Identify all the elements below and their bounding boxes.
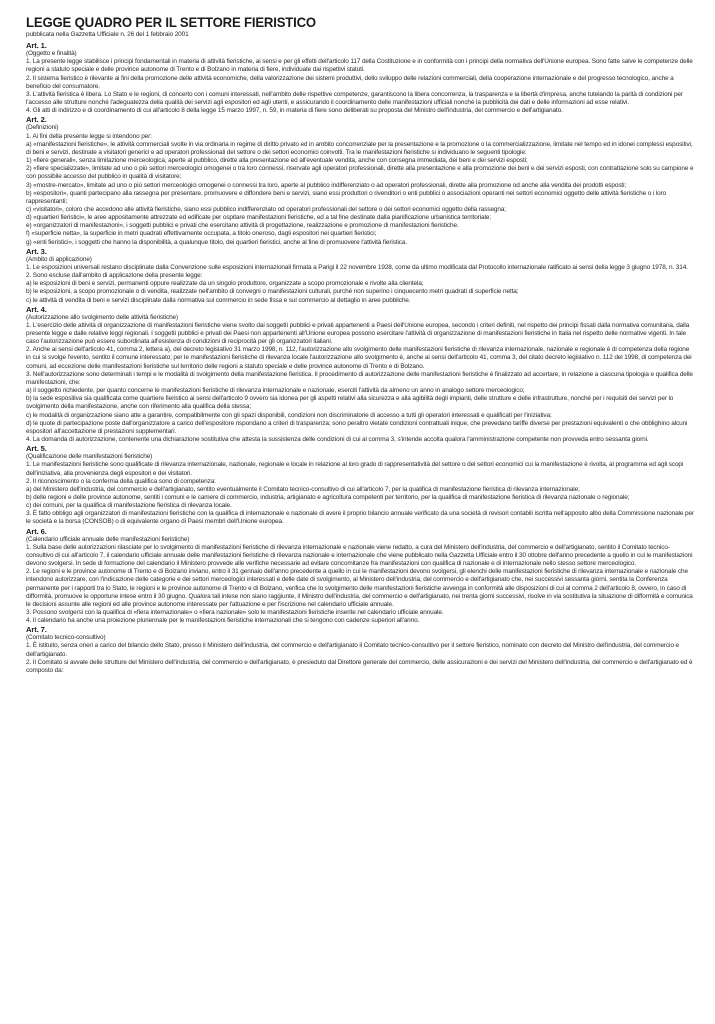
article-heading: Art. 6. bbox=[26, 526, 47, 536]
article-paragraph: 2. Il riconoscimento o la conferma della qualifica sono di competenza: bbox=[26, 477, 216, 485]
article-subtitle: (Definizioni) bbox=[26, 124, 59, 132]
article-paragraph: b) la sede espositiva sia qualificata come quartiere fieristico ai sensi dell'articolo 9 ovvero sia idonea per gli aspetti relativi alla sicurezza e alla agibilità degli impianti, delle strutture e delle infrastrutture, nonché per i requisiti dei servizi per lo svolgimento della manifestazione, anche con riferimento alla qualifica della stessa; bbox=[26, 395, 674, 411]
article-paragraph: 1. L'esercizio delle attività di organizzazione di manifestazioni fieristiche viene svolto dai soggetti pubblici e privati appartenenti a Paesi dell'Unione europea, secondo i criteri definiti, nel rispetto dei principi fissati dalla normativa comunitaria, dalla presente legge e dalle relative leggi regionali. I soggetti pubblici e privati dei Paesi non appartenenti all'Unione europea possono esercitare l'attività di organizzazione di manifestazioni fieristiche in Italia nel rispetto delle normative vigenti. In tale caso l'autorizzazione può essere subordinata all'esistenza di condizioni di reciprocità per gli organizzatori italiani. bbox=[26, 321, 690, 346]
article-paragraph: 4. La domanda di autorizzazione, contenente una dichiarazione sostitutiva che attesta la sussistenza delle condizioni di cui al comma 3, s'intende accolta qualora l'amministrazione competente non provveda entro sessanta giorni. bbox=[26, 436, 649, 444]
article-paragraph: b) «espositori», quanti partecipano alla rassegna per presentare, promuovere e diffondere beni e servizi, siano essi produttori o rivenditori o enti pubblici o associazioni operanti nei settori economici oggetto delle attività fieristiche o i loro rappresentanti; bbox=[26, 189, 667, 205]
article-paragraph: f) «superficie netta», la superficie in metri quadrati effettivamente occupata, a titolo oneroso, dagli espositori nei quartieri fieristici; bbox=[26, 230, 377, 238]
article-paragraph: b) delle regioni e delle province autonome, sentiti i comuni e le camere di commercio, industria, artigianato e agricoltura competenti per territorio, per la qualifica di manifestazione fieristica di rilevanza nazionale o regionale; bbox=[26, 493, 630, 501]
article-paragraph: 4. Il calendario ha anche una proiezione pluriennale per le manifestazioni fieristiche internazionali che si tengono con cadenze superiori all'anno. bbox=[26, 617, 420, 625]
article-section bbox=[26, 247, 695, 305]
article-paragraph: 1. Le esposizioni universali restano disciplinate dalla Convenzione sulle esposizioni internazionali firmata a Parigi il 22 novembre 1928, come da ultimo modificata dal Protocollo internazionale ratificato ai sensi della legge 3 giugno 1978, n. 314. bbox=[26, 263, 688, 271]
article-paragraph: a) «manifestazioni fieristiche», le attività commerciali svolte in via ordinaria in regime di diritto privato ed in ambito concorrenziale per la presentazione e la promozione o la commercializzazione, limitate nel tempo ed in idonei complessi espositivi, di beni e servizi, destinate a visitatori generici e ad operatori professionali del settore o dei settori economici coinvolti. Tra le manifestazioni fieristiche si individuano le seguenti tipologie: bbox=[26, 140, 693, 156]
article-heading: Art. 2. bbox=[26, 115, 47, 125]
article-subtitle: (Autorizzazione allo svolgimento delle attività fieristiche) bbox=[26, 313, 179, 321]
articles-container bbox=[26, 41, 695, 675]
article-subtitle: (Calendario ufficiale annuale delle manifestazioni fieristiche) bbox=[26, 535, 190, 543]
document-subtitle: pubblicata nella Gazzetta Ufficiale n. 26 del 1 febbraio 2001 bbox=[26, 31, 189, 38]
article-paragraph: 1) «fiere generali», senza limitazione merceologica, aperte al pubblico, dirette alla presentazione ed all'eventuale vendita, anche con consegna immediata, dei beni e dei servizi esposti; bbox=[26, 157, 528, 165]
article-paragraph: 3. L'attività fieristica è libera. Lo Stato e le regioni, di concerto con i comuni interessati, nell'ambito delle rispettive competenze, garantiscono la libera concorrenza, la trasparenza e la libertà d'impresa, anche tutelando la parità di condizioni per l'accesso alle strutture nonché l'adeguatezza della qualità dei servizi agli espositori ed agli utenti, e assicurando il coordinamento delle manifestazioni ufficiali nonché la pubblicità dei dati e delle informazioni ad esse relativi. bbox=[26, 90, 683, 107]
article-paragraph: 1. È istituito, senza oneri a carico del bilancio dello Stato, presso il Ministero dell'industria, del commercio e dell'artigianato il Comitato tecnico-consultivo per il settore fieristico, nominato con decreto del Ministro dell'industria, del commercio e dell'artigianato. bbox=[26, 642, 679, 658]
article-paragraph: 2. Anche ai sensi dell'articolo 41, comma 2, lettera a), del decreto legislativo 31 marzo 1998, n. 112, l'autorizzazione allo svolgimento delle manifestazioni fieristiche di rilevanza internazionale, nazionale e regionale è di competenza della regione in cui si svolge l'evento, sentito il comune interessato; per le manifestazioni fieristiche di rilevanza locale l'autorizzazione allo svolgimento è, anche ai sensi dell'articolo 41, comma 3, del citato decreto legislativo n. 112 del 1998, di competenza dei comuni, ad eccezione delle manifestazioni fieristiche sul territorio delle regioni a statuto speciale e delle province autonome di Trento e di Bolzano. bbox=[26, 346, 692, 370]
article-section bbox=[26, 305, 695, 445]
article-paragraph: 1. Ai fini della presente legge si intendono per: bbox=[26, 132, 152, 140]
article-section bbox=[26, 115, 695, 246]
article-paragraph: a) il soggetto richiedente, per quanto concerne le manifestazioni fieristiche di rilevanza internazionale e nazionale, eserciti l'attività da almeno un anno in analogo settore merceologico; bbox=[26, 387, 525, 395]
article-section bbox=[26, 444, 695, 526]
article-heading: Art. 3. bbox=[26, 246, 47, 256]
article-paragraph: 3) «mostre-mercato», limitate ad uno o più settori merceologici omogenei o connessi tra loro, aperte al pubblico indifferenziato o ad operatori professionali, dirette alla promozione od anche alla vendita dei prodotti esposti; bbox=[26, 181, 627, 189]
article-paragraph: 1. Sulla base delle autorizzazioni rilasciate per lo svolgimento di manifestazioni fieristiche di rilevanza internazionale e nazionale viene redatto, a cura del Ministero dell'industria, del commercio e dell'artigianato, sentito il Comitato tecnico-consultivo di cui all'articolo 7, il calendario ufficiale annuale delle manifestazioni fieristiche di rilevanza nazionale e internazionale che viene pubblicato nella Gazzetta Ufficiale entro il 30 ottobre dell'anno precedente a quello in cui le manifestazioni devono svolgersi. In sede di formazione del calendario il Ministero provvede alle verifiche necessarie ad evitare concomitanze fra manifestazioni con qualifica di nazionale e di internazionale nello stesso settore merceologico. bbox=[26, 543, 693, 568]
article-paragraph: 2. Le regioni e le province autonome di Trento e di Bolzano inviano, entro il 31 gennaio dell'anno precedente a quello in cui le manifestazioni devono svolgersi, gli elenchi delle manifestazioni fieristiche di rilevanza internazionale e nazionale che intendono autorizzare, con l'indicazione delle categorie e dei settori merceologici interessati e delle date di svolgimento, al Ministero dell'industria, del commercio e dell'artigianato che, nei successivi sessanta giorni, sentita la Conferenza permanente per i rapporti tra lo Stato, le regioni e le province autonome di Trento e di Bolzano, verifica che lo svolgimento delle manifestazioni fieristiche avvenga in conformità alle disposizioni di cui al comma 2 dell'articolo 8, ovvero, in caso di difformità, promuove le opportune intese entro il 30 giugno. Qualora tali intese non siano raggiunte, il Ministro dell'industria, del commercio e dell'artigianato, nei trenta giorni successivi, risolve in via sostitutiva la situazione di difformità e comunica le decisioni assunte alle regioni ed alle province autonome interessate per l'attuazione e per l'iscrizione nel calendario ufficiale annuale. bbox=[26, 568, 693, 608]
article-paragraph: c) dei comuni, per la qualifica di manifestazione fieristica di rilevanza locale. bbox=[26, 502, 232, 510]
article-subtitle: (Comitato tecnico-consultivo) bbox=[26, 634, 106, 642]
article-subtitle: (Ambito di applicazione) bbox=[26, 255, 92, 263]
article-paragraph: 2. Il Comitato si avvale delle strutture del Ministero dell'industria, del commercio e dell'artigianato, è presieduto dal Direttore generale del commercio, delle assicurazioni e dei servizi del Ministero dell'industria, del commercio e dell'artigianato ed è composto da: bbox=[26, 658, 693, 674]
article-paragraph: 2. Sono escluse dall'ambito di applicazione della presente legge: bbox=[26, 272, 203, 280]
article-paragraph: 1. Le manifestazioni fieristiche sono qualificate di rilevanza internazionale, nazionale, regionale e locale in relazione al loro grado di rappresentatività del settore o dei settori economici cui la manifestazione è rivolta, al programma ed agli scopi dell'iniziativa, alla provenienza degli espositori e dei visitatori. bbox=[26, 461, 684, 477]
article-paragraph: a) le esposizioni di beni e servizi, permanenti oppure realizzate da un singolo produttore, organizzate a scopo promozionale e rivolte alla clientela; bbox=[26, 280, 424, 288]
article-paragraph: 4. Gli atti di indirizzo e di coordinamento di cui all'articolo 8 della legge 15 marzo 1997, n. 59, in materia di fiere sono deliberati su proposta del Ministro dell'industria, del commercio e dell'artigianato. bbox=[26, 107, 563, 115]
document-title: LEGGE QUADRO PER IL SETTORE FIERISTICO bbox=[26, 14, 316, 30]
article-subtitle: (Oggetto e finalità) bbox=[26, 50, 77, 58]
article-paragraph: c) le modalità di organizzazione siano atte a garantire, compatibilmente con gli spazi disponibili, condizioni non discriminatorie di accesso a tutti gli operatori interessati e qualificati per l'iniziativa; bbox=[26, 411, 552, 419]
article-paragraph: c) «visitatori», coloro che accedono alle attività fieristiche, siano essi pubblico indifferenziato od operatori professionali del settore o dei settori economici oggetto della rassegna; bbox=[26, 205, 506, 213]
article-paragraph: c) le attività di vendita di beni e servizi disciplinate dalla normativa sul commercio in sede fissa e sul commercio al dettaglio in aree pubbliche. bbox=[26, 296, 411, 304]
article-paragraph: e) «organizzatori di manifestazioni», i soggetti pubblici e privati che esercitano attività di progettazione, realizzazione e promozione di manifestazioni fieristiche. bbox=[26, 222, 459, 230]
article-heading: Art. 7. bbox=[26, 625, 47, 635]
article-heading: Art. 5. bbox=[26, 444, 47, 454]
article-section bbox=[26, 41, 695, 115]
article-section bbox=[26, 527, 695, 626]
article-section bbox=[26, 625, 695, 675]
article-paragraph: b) le esposizioni, a scopo promozionale o di vendita, realizzate nell'ambito di convegni o manifestazioni culturali, purché non superino i cinquecento metri quadrati di superficie netta; bbox=[26, 288, 519, 296]
article-paragraph: a) del Ministero dell'industria, del commercio e dell'artigianato, sentito eventualmente il Comitato tecnico-consultivo di cui all'articolo 7, per la qualifica di manifestazione fieristica di rilevanza internazionale; bbox=[26, 485, 580, 493]
article-paragraph: d) «quartieri fieristici», le aree appositamente attrezzate ed edificate per ospitare manifestazioni fieristiche, ed a tal fine destinate dalla pianificazione urbanistica territoriale; bbox=[26, 214, 491, 222]
article-paragraph: 2) «fiere specializzate», limitate ad uno o più settori merceologici omogenei o tra loro connessi, riservate agli operatori professionali, dirette alla presentazione e alla promozione dei beni e dei servizi esposti, con contrattazione solo su campione e con possibile accesso del pubblico in qualità di visitatore; bbox=[26, 165, 694, 181]
article-subtitle: (Qualificazione delle manifestazioni fieristiche) bbox=[26, 453, 153, 461]
article-paragraph: 3. Possono svolgersi con la qualifica di «fiera internazionale» o «fiera nazionale» solo le manifestazioni fieristiche inserite nel calendario ufficiale annuale. bbox=[26, 609, 444, 616]
article-paragraph: 3. Nell'autorizzazione sono determinati i tempi e le modalità di svolgimento della manifestazione fieristica. Il procedimento di autorizzazione delle manifestazioni fieristiche è finalizzato ad accertare, in relazione a ciascuna tipologia e qualifica delle manifestazioni, che: bbox=[26, 370, 693, 386]
article-paragraph: 2. Il sistema fieristico è rilevante ai fini della promozione delle attività economiche, della valorizzazione dei sistemi produttivi, dello sviluppo delle relazioni commerciali, della cooperazione internazionale e del progresso tecnologico, anche a beneficio del consumatore. bbox=[26, 74, 674, 90]
article-paragraph: 3. È fatto obbligo agli organizzatori di manifestazioni fieristiche con la qualifica di internazionale e nazionale di avere il proprio bilancio annuale verificato da una società di revisori contabili iscritta nell'apposito albo della Commissione nazionale per le società e la borsa (CONSOB) o di equivalente organo di Paesi membri dell'Unione europea. bbox=[26, 510, 694, 526]
article-paragraph: g) «enti fieristici», i soggetti che hanno la disponibilità, a qualunque titolo, dei quartieri fieristici, anche al fine di promuovere l'attività fieristica. bbox=[26, 238, 408, 246]
article-paragraph: 1. La presente legge stabilisce i principi fondamentali in materia di attività fieristiche, ai sensi e per gli effetti dell'articolo 117 della Costituzione e in conformità con i principi della normativa dell'Unione europea. Sono fatte salve le competenze delle regioni a statuto speciale e delle province autonome di Trento e di Bolzano in materia di fiere, individuate dai rispettivi statuti. bbox=[26, 58, 693, 74]
article-heading: Art. 1. bbox=[26, 41, 47, 51]
article-paragraph: d) le quote di partecipazione poste dall'organizzatore a carico dell'espositore rispondano a criteri di trasparenza; sono peraltro vietate condizioni contrattuali inique, che prevedano tariffe diverse per prestazioni equivalenti o che obblighino alcuni espositori all'accettazione di prestazioni supplementari. bbox=[26, 419, 688, 435]
article-heading: Art. 4. bbox=[26, 304, 47, 314]
